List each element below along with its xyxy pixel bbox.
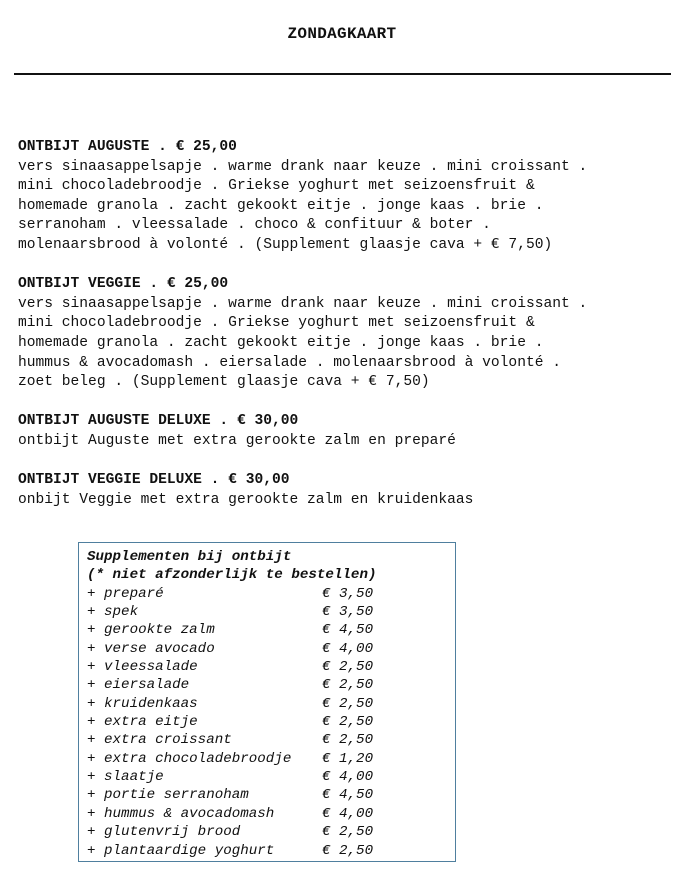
supplement-price: € 1,20 [322, 750, 374, 767]
supplement-name: + portie serranoham [87, 787, 249, 804]
supplement-price: € 2,50 [322, 842, 374, 859]
supplement-price: € 2,50 [322, 714, 374, 731]
supplement-name: + plantaardige yoghurt [87, 842, 275, 859]
supplement-item [87, 621, 455, 639]
section-description: vers sinaasappelsapje . warme drank naar keuze . mini croissant . mini chocoladebroodje . Griekse yoghurt met seizoensfruit & homemade granola . zacht gekookt eitje . jonge kaas . brie . serranoham . vleessalade . choco & confituur & boter . molenaarsbrood à volonté . (Supplement glaasje cava + € 7,50) [18, 158, 588, 253]
title-divider [14, 73, 671, 75]
menu-section-veggie-deluxe [18, 471, 668, 510]
supplement-price: € 4,50 [322, 787, 374, 804]
supplement-price: € 2,50 [322, 695, 374, 712]
section-title: ONTBIJT VEGGIE DELUXE . € 30,00 [18, 472, 290, 489]
supplement-item [87, 823, 455, 841]
supplement-name: + extra chocoladebroodje [87, 750, 292, 767]
supplement-item [87, 603, 455, 621]
supplement-name: + spek [87, 604, 139, 621]
supplement-name: + vleessalade [87, 659, 198, 676]
supplements-box [78, 542, 456, 862]
supplement-name: + kruidenkaas [87, 695, 198, 712]
supplement-item [87, 695, 455, 713]
section-description: onbijt Veggie met extra gerookte zalm en kruidenkaas [18, 491, 474, 508]
section-title: ONTBIJT AUGUSTE . € 25,00 [18, 139, 237, 155]
menu-section-auguste [18, 138, 668, 256]
supplement-item [87, 805, 455, 823]
supplements-note: (* niet afzonderlijk te bestellen) [87, 567, 377, 584]
supplement-name: + extra eitje [87, 714, 198, 731]
supplement-item [87, 585, 455, 603]
supplement-item [87, 676, 455, 694]
supplement-price: € 4,00 [322, 640, 374, 657]
supplement-price: € 2,50 [322, 659, 374, 676]
menu-section-veggie [18, 275, 668, 393]
supplement-price: € 2,50 [322, 732, 374, 749]
supplement-name: + slaatje [87, 769, 164, 786]
supplement-price: € 4,50 [322, 622, 374, 639]
section-description: ontbijt Auguste met extra gerookte zalm en preparé [18, 432, 456, 449]
supplements-heading: Supplementen bij ontbijt [87, 549, 292, 565]
supplement-name: + verse avocado [87, 640, 215, 657]
supplement-item [87, 713, 455, 731]
menu-section-auguste-deluxe [18, 412, 668, 451]
supplement-name: + gerookte zalm [87, 622, 215, 639]
supplement-item [87, 658, 455, 676]
supplement-item [87, 842, 455, 860]
supplement-price: € 4,00 [322, 805, 374, 822]
supplement-name: + preparé [87, 585, 164, 602]
supplement-item [87, 750, 455, 768]
supplement-price: € 2,50 [322, 677, 374, 694]
supplement-price: € 3,50 [322, 604, 374, 621]
supplement-name: + hummus & avocadomash [87, 805, 275, 822]
supplement-item [87, 640, 455, 658]
supplement-price: € 2,50 [322, 824, 374, 841]
supplement-item [87, 786, 455, 804]
supplement-item [87, 731, 455, 749]
section-title: ONTBIJT AUGUSTE DELUXE . € 30,00 [18, 413, 299, 430]
section-title: ONTBIJT VEGGIE . € 25,00 [18, 276, 229, 293]
page-title: ZONDAGKAART [287, 25, 397, 43]
section-description: vers sinaasappelsapje . warme drank naar keuze . mini croissant . mini chocoladebroodje . Griekse yoghurt met seizoensfruit & homemade granola . zacht gekookt eitje . jonge kaas . brie . hummus & avocadomash . eiersalade . molenaarsbrood à volonté . zoet beleg . (Supplement glaasje cava + € 7,50) [18, 295, 588, 391]
supplement-item [87, 768, 455, 786]
supplement-price: € 3,50 [322, 585, 374, 602]
supplement-name: + extra croissant [87, 732, 232, 749]
supplement-name: + glutenvrij brood [87, 824, 241, 841]
supplement-price: € 4,00 [322, 769, 374, 786]
supplement-name: + eiersalade [87, 677, 190, 694]
breakfast-menu [18, 138, 668, 530]
